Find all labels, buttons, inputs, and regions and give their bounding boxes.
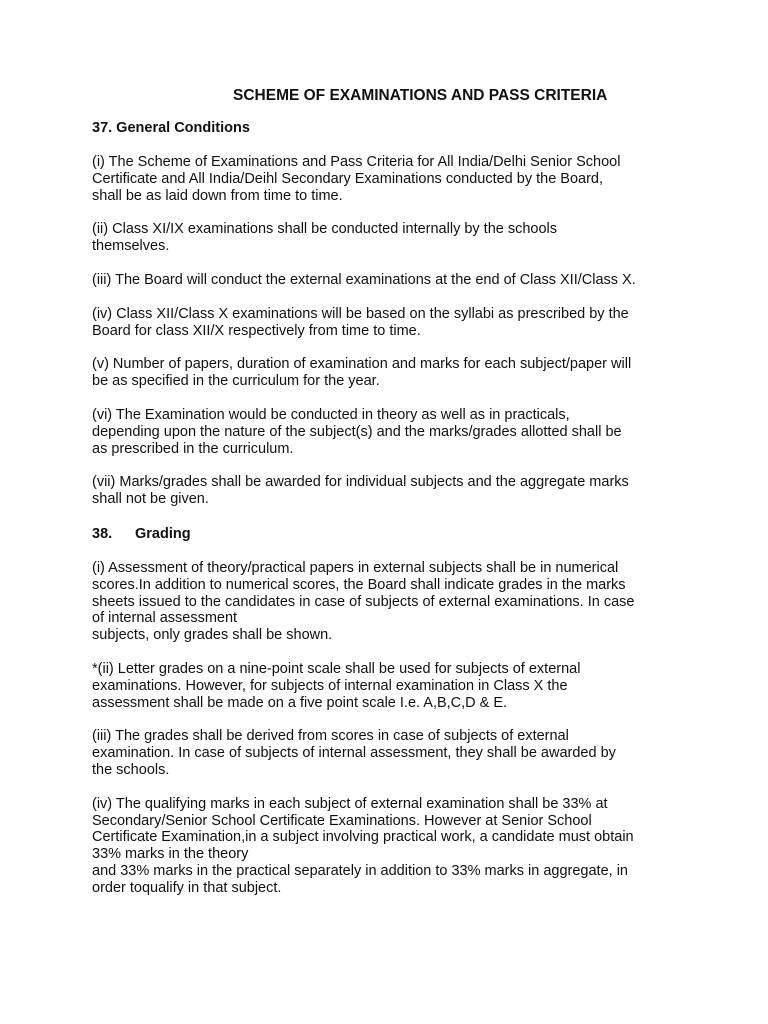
text-line: (iii) The grades shall be derived from scores in case of subjects of external bbox=[92, 728, 569, 745]
document-page bbox=[92, 86, 692, 914]
text-line: Certificate Examination,in a subject involving practical work, a candidate must obtain bbox=[92, 829, 634, 846]
text-line: depending upon the nature of the subject(s) and the marks/grades allotted shall be bbox=[92, 423, 622, 440]
document-title: SCHEME OF EXAMINATIONS AND PASS CRITERIA bbox=[233, 87, 608, 104]
text-line: (v) Number of papers, duration of examination and marks for each subject/paper will bbox=[92, 356, 632, 373]
text-line: shall not be given. bbox=[92, 491, 209, 508]
paragraph bbox=[92, 474, 692, 508]
paragraph bbox=[92, 356, 692, 390]
text-line: as prescribed in the curriculum. bbox=[92, 440, 294, 457]
paragraph bbox=[92, 407, 692, 457]
section-title: Grading bbox=[135, 525, 191, 542]
text-line: and 33% marks in the practical separately in addition to 33% marks in aggregate, in bbox=[92, 862, 628, 879]
text-line: Board for class XII/X respectively from time to time. bbox=[92, 322, 421, 339]
text-line: *(ii) Letter grades on a nine-point scale shall be used for subjects of external bbox=[92, 660, 581, 677]
section-heading-grading bbox=[92, 525, 692, 543]
text-line: (iv) Class XII/Class X examinations will be based on the syllabi as prescribed by the bbox=[92, 305, 629, 322]
text-line: order toqualify in that subject. bbox=[92, 879, 282, 896]
text-line: 33% marks in the theory bbox=[92, 846, 249, 863]
text-line: (vi) The Examination would be conducted in theory as well as in practicals, bbox=[92, 406, 570, 423]
text-line: themselves. bbox=[92, 238, 170, 255]
paragraph bbox=[92, 154, 692, 204]
text-line: examinations. However, for subjects of internal examination in Class X the bbox=[92, 677, 568, 694]
text-line: (vii) Marks/grades shall be awarded for individual subjects and the aggregate marks bbox=[92, 474, 629, 491]
section-number: 38. bbox=[92, 525, 113, 542]
text-line: (i) The Scheme of Examinations and Pass Criteria for All India/Delhi Senior School bbox=[92, 154, 621, 170]
text-line: scores.In addition to numerical scores, the Board shall indicate grades in the marks bbox=[92, 576, 626, 593]
text-line: Certificate and All India/Deihl Secondary Examinations conducted by the Board, bbox=[92, 170, 604, 187]
text-line: (iii) The Board will conduct the external examinations at the end of Class XII/Class X. bbox=[92, 271, 636, 288]
text-line: of internal assessment bbox=[92, 610, 238, 627]
text-line: be as specified in the curriculum for the year. bbox=[92, 373, 380, 390]
paragraph bbox=[92, 221, 692, 255]
paragraph bbox=[92, 306, 692, 340]
text-line: examination. In case of subjects of internal assessment, they shall be awarded by bbox=[92, 745, 616, 762]
paragraph bbox=[92, 796, 692, 897]
text-line: (i) Assessment of theory/practical papers in external subjects shall be in numerical bbox=[92, 559, 619, 576]
paragraph bbox=[92, 728, 692, 778]
text-line: assessment shall be made on a five point scale I.e. A,B,C,D & E. bbox=[92, 694, 508, 711]
paragraph bbox=[92, 661, 692, 711]
section-heading-general-conditions: 37. General Conditions bbox=[92, 120, 250, 136]
text-line: Secondary/Senior School Certificate Examinations. However at Senior School bbox=[92, 812, 592, 829]
text-line: sheets issued to the candidates in case of subjects of external examinations. In case bbox=[92, 593, 635, 610]
text-line: the schools. bbox=[92, 761, 170, 778]
text-line: (ii) Class XI/IX examinations shall be conducted internally by the schools bbox=[92, 221, 558, 238]
paragraph bbox=[92, 560, 692, 644]
text-line: shall be as laid down from time to time. bbox=[92, 187, 343, 204]
paragraph bbox=[92, 272, 692, 289]
text-line: (iv) The qualifying marks in each subject of external examination shall be 33% at bbox=[92, 795, 608, 812]
text-line: subjects, only grades shall be shown. bbox=[92, 627, 333, 644]
